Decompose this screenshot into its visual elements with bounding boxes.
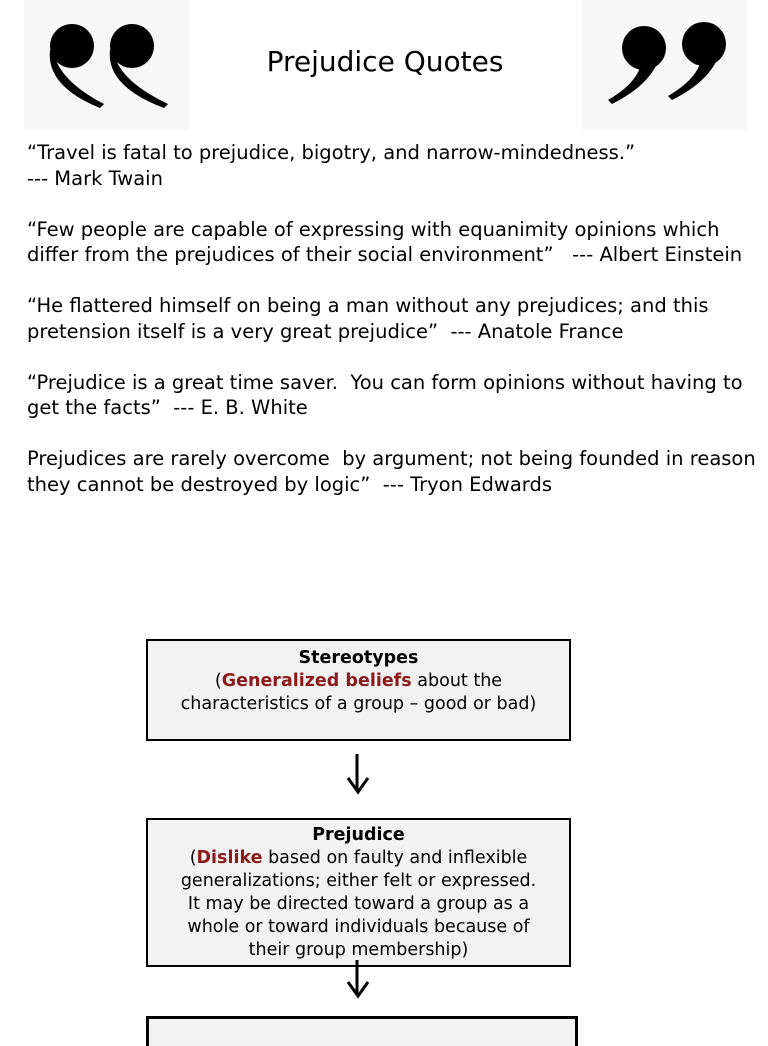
prejudice-desc-line1: based on faulty and inflexible: [262, 848, 528, 868]
prejudice-paren: (: [189, 848, 197, 868]
down-arrow-icon: [344, 958, 374, 1002]
next-box: [146, 1016, 578, 1046]
prejudice-key-term: Dislike: [196, 848, 263, 868]
prejudice-desc-line5: their group membership): [248, 940, 469, 960]
page-title: Prejudice Quotes: [266, 45, 504, 78]
stereotypes-desc-line2: characteristics of a group – good or bad): [180, 694, 537, 714]
quote-edwards: Prejudices are rarely overcome by argument; not being founded in reason they cannot be destroyed by logic” --- Tryon Edwards: [27, 447, 762, 496]
stereotypes-key-term: Generalized beliefs: [221, 671, 412, 691]
quotes-list: [27, 140, 762, 523]
stereotypes-title: Stereotypes: [298, 648, 419, 668]
prejudice-line1: [148, 847, 569, 870]
stereotypes-paren: (: [214, 671, 222, 691]
stereotypes-box: [146, 639, 571, 741]
down-arrow-icon: [344, 752, 374, 796]
prejudice-desc-line4: whole or toward individuals because of: [187, 917, 530, 937]
prejudice-box: [146, 818, 571, 967]
prejudice-desc-line2: generalizations; either felt or expressed.: [180, 871, 537, 891]
quote-twain: “Travel is fatal to prejudice, bigotry, and narrow-mindedness.” --- Mark Twain: [27, 141, 636, 190]
open-quote-icon: [24, 0, 189, 130]
quote-einstein: “Few people are capable of expressing with equanimity opinions which differ from the prejudices of their social environment” --- Albert Einstein: [27, 217, 743, 266]
quote-white: “Prejudice is a great time saver. You can form opinions without having to get the facts” --- E. B. White: [27, 370, 749, 419]
close-quote-icon: [582, 0, 747, 130]
quote-france: “He flattered himself on being a man without any prejudices; and this pretension itself is a very great prejudice” --- Anatole France: [27, 294, 715, 343]
prejudice-desc-line3: It may be directed toward a group as a: [187, 894, 530, 914]
stereotypes-desc-line1: about the: [411, 671, 503, 691]
prejudice-title: Prejudice: [312, 825, 405, 845]
stereotypes-line1: [148, 670, 569, 693]
